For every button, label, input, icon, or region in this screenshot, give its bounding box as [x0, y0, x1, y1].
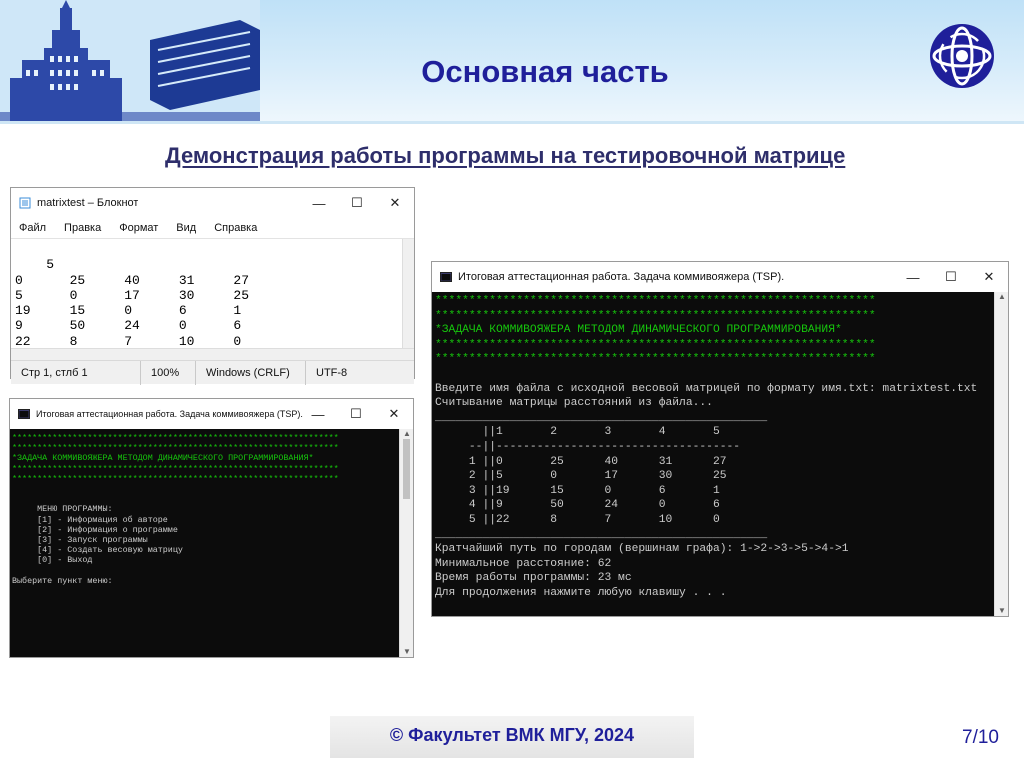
menu-format[interactable]: Формат: [119, 222, 159, 234]
maximize-button[interactable]: ☐: [350, 406, 362, 421]
console-menu-window: [9, 398, 414, 658]
menu-help[interactable]: Справка: [214, 222, 258, 234]
stars-line: *****************************************************************: [435, 353, 876, 366]
vertical-scrollbar[interactable]: [994, 292, 1008, 616]
notepad-menubar: [11, 218, 414, 238]
menu-prompt: Выберите пункт меню:: [12, 575, 113, 586]
close-button[interactable]: ✕: [388, 406, 400, 421]
close-button[interactable]: ✕: [983, 269, 995, 284]
console-result-titlebar[interactable]: [432, 262, 1008, 292]
program-header: *ЗАДАЧА КОММИВОЯЖЕРА МЕТОДОМ ДИНАМИЧЕСКОГО ПРОГРАММИРОВАНИЯ*: [12, 453, 314, 464]
status-encoding: UTF-8: [316, 366, 348, 379]
notepad-window: [10, 187, 415, 379]
slide-title: Основная часть: [421, 54, 669, 89]
notepad-statusbar: [11, 360, 414, 384]
scroll-thumb[interactable]: [403, 439, 410, 499]
status-line-endings: Windows (CRLF): [196, 361, 306, 385]
minimize-button[interactable]: —: [311, 406, 325, 422]
vertical-scrollbar[interactable]: [402, 239, 414, 348]
scroll-down-arrow-icon[interactable]: ▼: [998, 606, 1006, 615]
notepad-icon: [19, 197, 31, 209]
maximize-button[interactable]: ☐: [351, 195, 363, 210]
horizontal-scrollbar[interactable]: [11, 348, 414, 360]
scroll-up-arrow-icon[interactable]: ▲: [403, 429, 411, 438]
console-icon: [18, 408, 30, 420]
slide-subtitle: Демонстрация работы программы на тестировочной матрице: [165, 143, 846, 168]
vertical-scrollbar[interactable]: [399, 429, 413, 657]
status-position: Стр 1, стлб 1: [11, 361, 141, 385]
window-controls: [299, 399, 413, 429]
console-icon: [440, 271, 452, 283]
stars-line: *****************************************************************: [435, 295, 876, 307]
notepad-content: 5 0 25 40 31 27 5 0 17 30 25 19 15 0 6 1 9 50 24 0 6 22 8 7 10 0: [15, 257, 250, 349]
menu-edit[interactable]: Правка: [64, 222, 102, 234]
console-menu-title: Итоговая аттестационная работа. Задача коммивояжера (TSP).: [36, 409, 303, 419]
scroll-down-arrow-icon[interactable]: ▼: [403, 647, 411, 656]
notepad-text-area[interactable]: [11, 238, 414, 348]
page-number: 7/10: [962, 727, 999, 748]
stars-line: *****************************************************************: [12, 433, 339, 443]
notepad-titlebar[interactable]: [11, 188, 414, 218]
program-output: Введите имя файла с исходной весовой матрицей по формату имя.txt: matrixtest.txt Считывание матрицы расстояний из файла... _________________________________________________ ||1 2 3 4 5 --||------------------------------------ 1 ||0 25 40 31 27 2 ||5 0 17 30 25 3 ||19 15 0 6 1 4 ||9 50 24 0 6 5 ||22 8 7 10 0 _________________________________________________ Кратчайший путь по городам (вершинам графа): 1->2->3->5->4->1 Минимальное расстояние: 62 Время работы программы: 23 мс Для продолжения нажмите любую клавишу . . .: [435, 382, 978, 599]
console-menu-output[interactable]: [10, 429, 399, 657]
footer-copyright: © Факультет ВМК МГУ, 2024: [389, 725, 635, 745]
status-zoom: 100%: [141, 361, 196, 385]
stars-line: *****************************************************************: [12, 473, 339, 484]
notepad-title: matrixtest – Блокнот: [37, 197, 139, 209]
maximize-button[interactable]: ☐: [945, 269, 957, 284]
close-button[interactable]: ✕: [389, 195, 401, 210]
header-divider: [0, 121, 1024, 124]
console-result-output[interactable]: [432, 292, 994, 616]
stars-line: *****************************************************************: [435, 309, 876, 322]
program-header: *ЗАДАЧА КОММИВОЯЖЕРА МЕТОДОМ ДИНАМИЧЕСКОГО ПРОГРАММИРОВАНИЯ*: [435, 324, 842, 337]
menu-file[interactable]: Файл: [19, 222, 47, 234]
slide-header: [0, 0, 1024, 122]
vmk-logo-icon: [928, 22, 996, 90]
console-result-title: Итоговая аттестационная работа. Задача коммивояжера (TSP).: [458, 271, 785, 283]
menu-list: МЕНЮ ПРОГРАММЫ: [1] - Информация об авторе [2] - Информация о программе [3] - Запуск программы [4] - Создать весовую матрицу [0] - Выход: [37, 504, 183, 566]
window-controls: [300, 188, 414, 218]
scroll-up-arrow-icon[interactable]: ▲: [998, 292, 1006, 301]
window-controls: [894, 262, 1008, 292]
console-menu-titlebar[interactable]: [10, 399, 413, 429]
menu-view[interactable]: Вид: [176, 222, 197, 234]
stars-line: *****************************************************************: [12, 443, 339, 454]
stars-line: *****************************************************************: [12, 463, 339, 474]
stars-line: *****************************************************************: [435, 338, 876, 351]
minimize-button[interactable]: —: [312, 195, 326, 211]
minimize-button[interactable]: —: [906, 269, 920, 285]
console-result-window: [431, 261, 1009, 617]
